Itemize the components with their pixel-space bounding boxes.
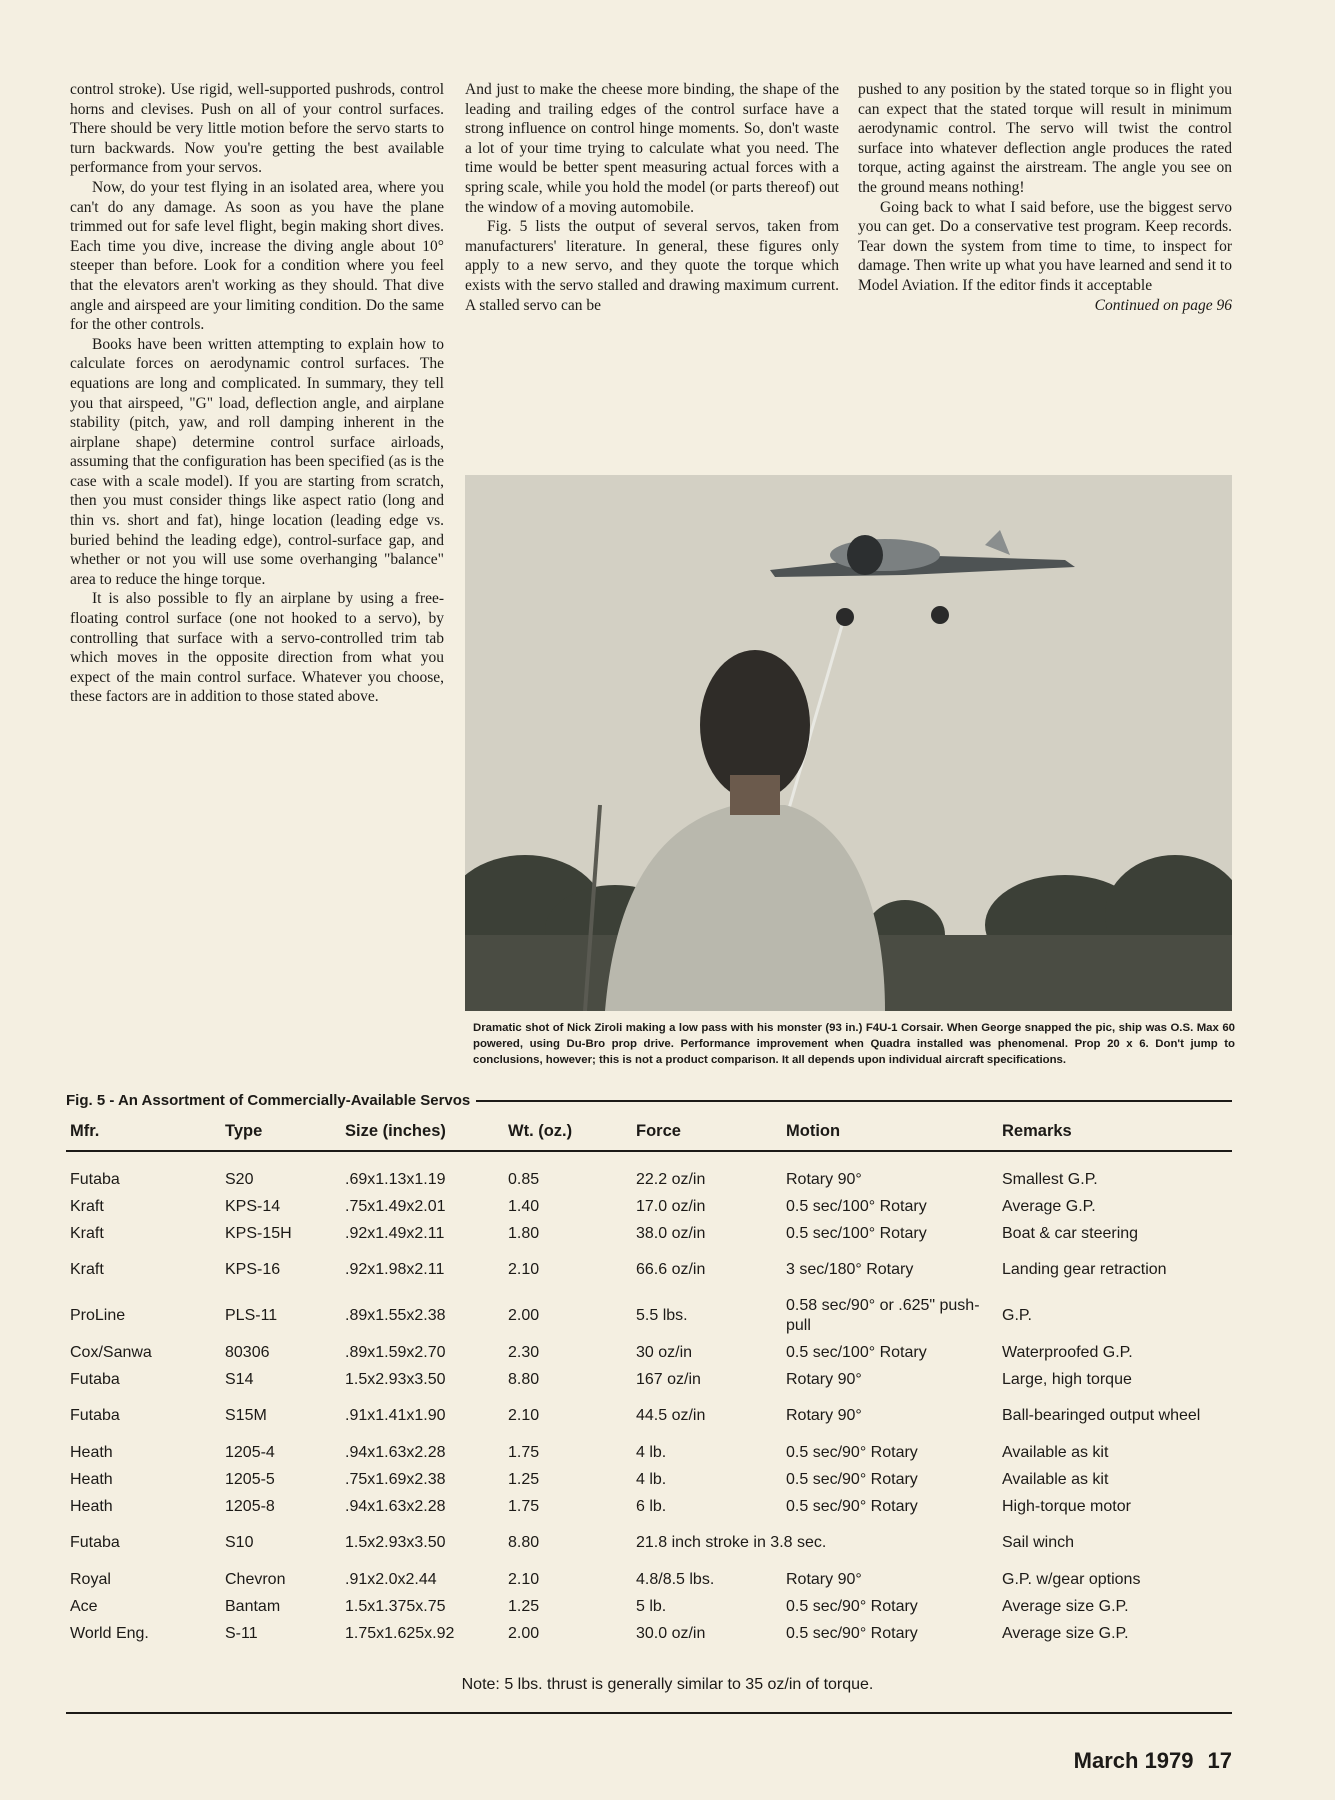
table-cell: 1.75x1.625x.92 (345, 1624, 455, 1642)
table-cell: Chevron (225, 1570, 286, 1588)
table-cell: Futaba (70, 1370, 120, 1388)
table-cell: 1.75 (508, 1497, 540, 1515)
table-cell: Royal (70, 1570, 111, 1588)
servo-table (66, 1112, 1232, 1647)
table-cell: 0.5 sec/100° Rotary (786, 1197, 927, 1215)
table-cell: 30 oz/in (636, 1343, 693, 1361)
article-column-2 (465, 80, 839, 315)
paragraph: Books have been written attempting to explain how to calculate forces on aerodynamic control surfaces. The equations are long and complicated. In summary, they tell you that airspeed, "G" load, deflection angle, and airplane stability (pitch, yaw, and roll damping inherent in the airplane shape) determine control surface airloads, assuming that the configuration has been specified (as is the case with a scale model). If you are starting from scratch, then you must consider things like aspect ratio (long and thin vs. short and fat), hinge location (leading edge vs. buried behind the leading edge), control-surface gap, and whether or not you will use some overhanging "balance" area to reduce the hinge torque. (70, 335, 444, 588)
column-header: Force (632, 1112, 782, 1151)
page-number: 17 (1207, 1748, 1232, 1773)
table-cell: 30.0 oz/in (636, 1624, 706, 1642)
figure-title (66, 1092, 1232, 1109)
paragraph: And just to make the cheese more binding, the shape of the leading and trailing edges of the control surface have a strong influence on control hinge moments. So, don't waste a lot of your time trying to calculate what you need. The time would be better spent measuring actual forces with a spring scale, while you hold the model (or parts thereof) out the window of a moving automobile. (465, 81, 839, 216)
table-cell: 167 oz/in (636, 1370, 701, 1388)
table-cell: Average size G.P. (1002, 1624, 1129, 1642)
table-row (66, 1166, 1232, 1193)
table-cell: 0.58 sec/90° or .625" push-pull (786, 1297, 980, 1334)
table-cell: 1205-4 (225, 1443, 275, 1461)
article-column-1 (70, 80, 444, 707)
corsair-photo (465, 475, 1232, 1011)
table-cell: .89x1.59x2.70 (345, 1343, 446, 1361)
table-cell: KPS-15H (225, 1224, 292, 1242)
table-cell: Bantam (225, 1597, 281, 1615)
table-cell: 1.5x1.375x.75 (345, 1597, 446, 1615)
table-cell: Available as kit (1002, 1443, 1109, 1461)
photo-caption: Dramatic shot of Nick Ziroli making a low pass with his monster (93 in.) F4U-1 Corsair. When George snapped the pic, ship was O.S. Max 60 powered, using Du-Bro prop drive. Performance improvement when Quadra installed was phenomenal. Prop 20 x 6. Don't jump to conclusions, however; this is not a product comparison. It all depends upon individual aircraft specifications. (473, 1022, 1235, 1066)
column-header: Size (inches) (341, 1112, 504, 1151)
table-cell: Large, high torque (1002, 1370, 1132, 1388)
table-row (66, 1466, 1232, 1493)
table-cell: 2.10 (508, 1407, 540, 1424)
column-header: Mfr. (66, 1112, 221, 1151)
table-cell: 17.0 oz/in (636, 1197, 706, 1215)
table-cell: 0.5 sec/100° Rotary (786, 1343, 927, 1361)
table-cell: Heath (70, 1443, 113, 1461)
table-cell: Boat & car steering (1002, 1224, 1139, 1242)
table-cell: G.P. w/gear options (1002, 1570, 1141, 1588)
table-cell: 6 lb. (636, 1497, 667, 1515)
paragraph: control stroke). Use rigid, well-supported pushrods, control horns and clevises. Push on all of your control surfaces. There should be very little motion before the servo starts to turn backwards. Now you're getting the best available performance from your servos. (70, 81, 444, 177)
table-row (66, 1566, 1232, 1593)
table-cell: ProLine (70, 1307, 126, 1324)
table-cell: .69x1.13x1.19 (345, 1170, 446, 1188)
table-cell: Waterproofed G.P. (1002, 1343, 1133, 1361)
table-cell: .75x1.69x2.38 (345, 1470, 446, 1488)
table-row (66, 1366, 1232, 1393)
table-cell: 1.5x2.93x3.50 (345, 1534, 446, 1551)
table-cell: Rotary 90° (786, 1570, 862, 1588)
table-cell: Kraft (70, 1197, 104, 1215)
table-cell: Ball-bearinged output wheel (1002, 1407, 1201, 1424)
table-cell: 5.5 lbs. (636, 1307, 688, 1324)
table-cell: World Eng. (70, 1624, 149, 1642)
table-cell: S15M (225, 1407, 267, 1424)
table-cell: Available as kit (1002, 1470, 1109, 1488)
table-cell: 8.80 (508, 1370, 540, 1388)
table-cell: 4.8/8.5 lbs. (636, 1570, 715, 1588)
table-cell: 2.10 (508, 1570, 540, 1588)
table-cell: 1.25 (508, 1470, 540, 1488)
table-cell: 0.5 sec/100° Rotary (786, 1224, 927, 1242)
table-cell: 5 lb. (636, 1597, 667, 1615)
table-cell: 44.5 oz/in (636, 1407, 706, 1424)
table-row (66, 1247, 1232, 1293)
table-cell: 1.25 (508, 1597, 540, 1615)
table-cell: 1205-8 (225, 1497, 275, 1515)
table-cell: Kraft (70, 1261, 104, 1278)
table-cell: Rotary 90° (786, 1370, 862, 1388)
paragraph: pushed to any position by the stated torque so in flight you can expect that the stated torque will result in minimum aerodynamic control. The servo will twist the control surface into whatever deflection angle produces the rated torque, acting against the airstream. The angle you see on the ground means nothing! (858, 81, 1232, 196)
table-cell: 0.5 sec/90° Rotary (786, 1443, 918, 1461)
table-cell: 4 lb. (636, 1443, 667, 1461)
table-cell: Smallest G.P. (1002, 1170, 1098, 1188)
table-cell: 3 sec/180° Rotary (786, 1261, 914, 1278)
table-note: Note: 5 lbs. thrust is generally similar to 35 oz/in of torque. (461, 1676, 874, 1693)
table-cell: 0.5 sec/90° Rotary (786, 1597, 918, 1615)
table-cell: Futaba (70, 1407, 120, 1424)
table-cell: 0.5 sec/90° Rotary (786, 1470, 918, 1488)
table-cell: .92x1.98x2.11 (345, 1261, 445, 1278)
table-cell: Futaba (70, 1534, 120, 1551)
table-cell: 8.80 (508, 1534, 540, 1551)
table-row (66, 1593, 1232, 1620)
table-cell: 2.30 (508, 1343, 540, 1361)
column-header: Motion (782, 1112, 998, 1151)
table-cell: Ace (70, 1597, 98, 1615)
table-cell: Rotary 90° (786, 1170, 862, 1188)
table-cell: 80306 (225, 1343, 270, 1361)
table-cell: 21.8 inch stroke in 3.8 sec. (636, 1534, 827, 1551)
table-cell: 1.80 (508, 1224, 540, 1242)
table-cell: Landing gear retraction (1002, 1261, 1167, 1278)
article-column-3 (858, 80, 1232, 315)
table-cell: Heath (70, 1470, 113, 1488)
table-cell: Kraft (70, 1224, 104, 1242)
table-cell: 38.0 oz/in (636, 1224, 706, 1242)
table-row (66, 1493, 1232, 1520)
column-header: Wt. (oz.) (504, 1112, 632, 1151)
paragraph: Fig. 5 lists the output of several servos, taken from manufacturers' literature. In general, these figures only apply to a new servo, and they quote the torque which exists with the servo stalled and drawing maximum current. A stalled servo can be (465, 218, 839, 314)
table-cell: KPS-16 (225, 1261, 281, 1278)
paragraph: Now, do your test flying in an isolated area, where you can't do any damage. As soon as you have the plane trimmed out for safe level flight, begin making short dives. Each time you dive, increase the diving angle about 10° steeper than before. Look for a condition where you feel that the elevators aren't working as they should. That dive angle and airspeed are your limiting condition. Do the same for the other controls. (70, 178, 444, 334)
table-row (66, 1193, 1232, 1220)
figure-title-rule (476, 1100, 1232, 1102)
table-cell: 0.5 sec/90° Rotary (786, 1497, 918, 1515)
table-cell: Rotary 90° (786, 1407, 862, 1424)
column-header: Type (221, 1112, 341, 1151)
table-cell: 2.00 (508, 1307, 540, 1324)
table-cell: KPS-14 (225, 1197, 281, 1215)
table-cell: .94x1.63x2.28 (345, 1443, 446, 1461)
paragraph: Going back to what I said before, use the biggest servo you can get. Do a conservative test program. Keep records. Tear down the system from time to time, to inspect for damage. Then write up what you have learned and send it to Model Aviation. If the editor finds it acceptable (858, 198, 1232, 294)
table-cell: Sail winch (1002, 1534, 1075, 1551)
table-cell: Futaba (70, 1170, 120, 1188)
table-cell: Heath (70, 1497, 113, 1515)
table-cell: S14 (225, 1370, 254, 1388)
table-cell: 4 lb. (636, 1470, 667, 1488)
bottom-rule (66, 1712, 1232, 1714)
issue-date: March 1979 (1073, 1748, 1194, 1773)
table-row (66, 1439, 1232, 1466)
table-cell: High-torque motor (1002, 1497, 1131, 1515)
table-cell: 0.5 sec/90° Rotary (786, 1624, 918, 1642)
table-cell: 2.10 (508, 1261, 540, 1278)
table-cell: G.P. (1002, 1307, 1032, 1324)
table-cell: .89x1.55x2.38 (345, 1307, 446, 1324)
table-cell: PLS-11 (225, 1307, 278, 1324)
table-cell: 22.2 oz/in (636, 1170, 706, 1188)
table-cell: 1.40 (508, 1197, 540, 1215)
table-cell: S20 (225, 1170, 254, 1188)
table-row (66, 1339, 1232, 1366)
table-cell: 1.5x2.93x3.50 (345, 1370, 446, 1388)
table-row (66, 1393, 1232, 1439)
table-cell: 66.6 oz/in (636, 1261, 706, 1278)
table-cell: .75x1.49x2.01 (345, 1197, 446, 1215)
table-cell: 2.00 (508, 1624, 540, 1642)
table-cell: .94x1.63x2.28 (345, 1497, 446, 1515)
table-row (66, 1620, 1232, 1647)
table-cell: Average size G.P. (1002, 1597, 1129, 1615)
table-cell: S10 (225, 1534, 254, 1551)
table-cell: 0.85 (508, 1170, 540, 1188)
continued-note: Continued on page 96 (1094, 296, 1232, 314)
table-cell: .91x1.41x1.90 (345, 1407, 446, 1424)
table-cell: 1205-5 (225, 1470, 275, 1488)
figure-title-text: Fig. 5 - An Assortment of Commercially-Available Servos (66, 1092, 471, 1109)
table-cell: .91x2.0x2.44 (345, 1570, 437, 1588)
table-cell: Cox/Sanwa (70, 1343, 152, 1361)
paragraph: It is also possible to fly an airplane by using a free-floating control surface (one not hooked to a servo), by controlling that surface with a servo-controlled trim tab which moves in the opposite direction from what you expect of the main control surface. Whatever you choose, these factors are in addition to those stated above. (70, 590, 444, 706)
page-footer (1074, 1748, 1232, 1774)
table-header-row (66, 1112, 1232, 1151)
table-row (66, 1520, 1232, 1566)
table-cell: S-11 (225, 1624, 258, 1642)
column-header: Remarks (998, 1112, 1232, 1151)
table-cell: .92x1.49x2.11 (345, 1224, 445, 1242)
table-cell: 1.75 (508, 1443, 540, 1461)
table-row (66, 1293, 1232, 1339)
table-cell: Average G.P. (1002, 1197, 1096, 1215)
table-row (66, 1220, 1232, 1247)
